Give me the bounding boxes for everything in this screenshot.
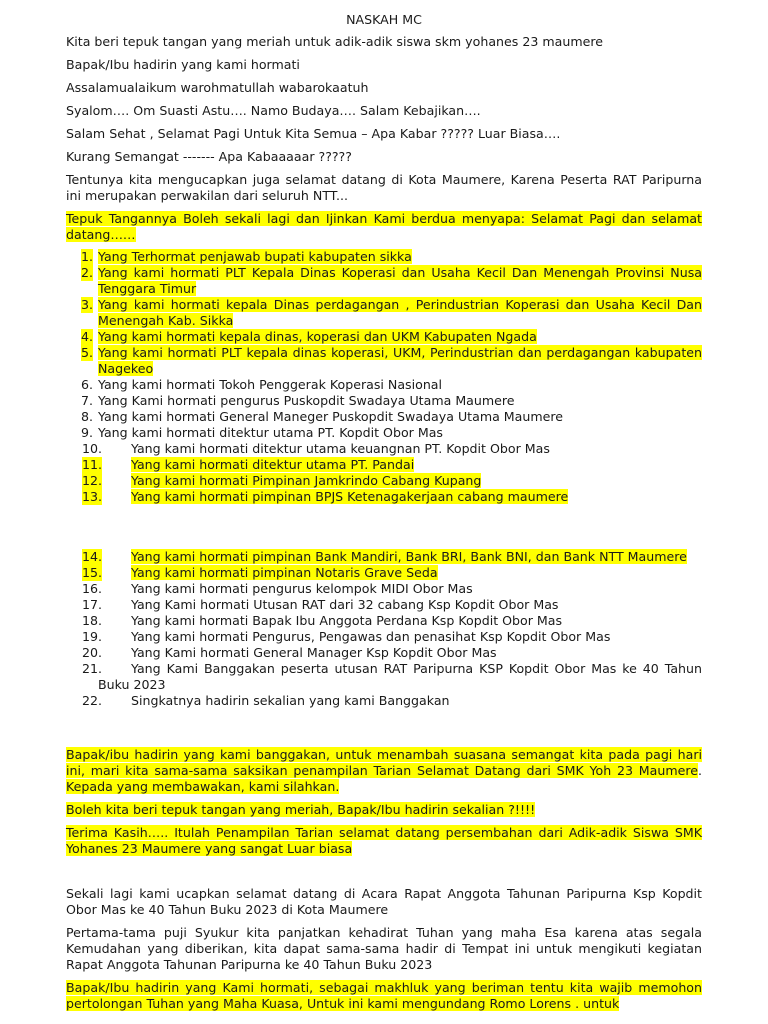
list-number: 15. [82,565,103,580]
list-number: 12. [82,473,103,488]
list-item [66,597,702,613]
list-number: 11. [82,457,103,472]
list-text: Yang kami hormati PLT kepala dinas koperasi, UKM, Perindustrian dan perdagangan kabupaten Nagekeo [98,345,702,376]
list-item [66,645,702,661]
terima-kasih-paragraph [66,825,702,857]
list-text: Yang kami hormati PLT Kepala Dinas Koperasi dan Usaha Kecil Dan Menengah Provinsi Nusa Tenggara Timur [98,265,702,296]
list-item [66,549,702,565]
list-number: 1. [81,249,94,264]
intro-line: Salam Sehat , Selamat Pagi Untuk Kita Semua – Apa Kabar ????? Luar Biasa…. [66,126,561,141]
list-text: Yang Kami hormati General Manager Ksp Kopdit Obor Mas [131,645,497,660]
list-item [66,377,702,393]
gratitude-paragraph: Pertama-tama puji Syukur kita panjatkan kehadirat Tuhan yang maha Esa karena atas segala Kemudahan yang diberikan, kita dapat sama-sama hadir di Tempat ini untuk mengikuti kegiatan Rapat Anggota Tahunan Paripurna ke 40 Tahun Buku 2023 [66,925,702,972]
intro-line: Kurang Semangat ------- Apa Kabaaaaar ????? [66,149,352,164]
list-text: Yang kami hormati pimpinan Bank Mandiri, Bank BRI, Bank BNI, dan Bank NTT Maumere [131,549,687,564]
greeting-paragraph [66,211,702,243]
list-number: 14. [82,549,103,564]
list-text: Yang kami hormati Pengurus, Pengawas dan penasihat Ksp Kopdit Obor Mas [131,629,611,644]
list-number: 2. [81,265,94,280]
welcome-paragraph: Sekali lagi kami ucapkan selamat datang di Acara Rapat Anggota Tahunan Paripurna Ksp Kopdit Obor Mas ke 40 Tahun Buku 2023 di Kota Maumere [66,886,702,917]
list-number: 5. [81,345,94,360]
list-item [66,409,702,425]
spacer [66,709,702,747]
list-number: 4. [81,329,94,344]
list-item [66,613,702,629]
honored-guests-list-continued [66,549,702,709]
list-number: 16. [82,581,103,596]
tarian-paragraph [66,747,702,795]
highlighted-text: yang sangat Luar biasa [200,841,353,856]
spacer [66,864,702,886]
intro-line: Syalom…. Om Suasti Astu…. Namo Budaya…. Salam Kebajikan…. [66,103,481,118]
list-item [66,441,702,457]
list-item [66,425,702,441]
list-number: 9. [81,425,94,440]
list-text: Yang kami hormati Tokoh Penggerak Koperasi Nasional [98,377,443,392]
list-text: Yang Kami hormati pengurus Puskopdit Swadaya Utama Maumere [98,393,515,408]
list-text: Yang kami hormati pimpinan BPJS Ketenagakerjaan cabang maumere [131,489,569,504]
list-item [66,329,702,345]
list-text: Yang kami hormati General Maneger Puskopdit Swadaya Utama Maumere [98,409,564,424]
list-text: Yang kami hormati ditektur utama PT. Kopdit Obor Mas [98,425,443,440]
list-item [66,393,702,409]
list-text: Yang Kami Banggakan peserta utusan RAT Paripurna KSP Kopdit Obor Mas ke 40 Tahun Buku 2023 [98,661,702,692]
highlighted-text: Bapak/ibu hadirin yang kami banggakan, untuk menambah suasana semangat kita pada pagi hari ini, mari kita sama-sama saksikan penampilan Tarian Selamat Datang dari SMK Yoh 23 Maumere [66,747,702,778]
highlighted-text: Kepada yang membawakan, kami silahkan. [66,779,340,794]
tepuk-paragraph [66,802,702,818]
intro-line: Bapak/Ibu hadirin yang kami hormati [66,57,300,72]
document-title: NASKAH MC [346,12,422,27]
list-text: Yang kami hormati pimpinan Notaris Grave Seda [131,565,438,580]
highlighted-text: Boleh kita beri tepuk tangan yang meriah, Bapak/Ibu hadirin sekalian ?!!!! [66,802,536,817]
list-number: 10. [82,441,103,456]
list-number: 7. [81,393,94,408]
list-item [66,457,702,473]
list-item [66,265,702,297]
list-item [66,473,702,489]
honored-guests-list [66,249,702,505]
list-text: Yang kami hormati kepala dinas, koperasi dan UKM Kabupaten Ngada [98,329,537,344]
list-item [66,297,702,329]
list-item [66,661,702,693]
list-number: 21. [82,661,103,676]
list-text: Yang kami hormati Pimpinan Jamkrindo Cabang Kupang [131,473,482,488]
highlighted-text: Tepuk Tangannya Boleh sekali lagi dan Ijinkan Kami berdua menyapa: Selamat Pagi dan selamat datang…… [66,211,702,242]
list-item [66,693,702,709]
list-number: 13. [82,489,103,504]
list-number: 17. [82,597,103,612]
spacer [66,505,702,549]
list-number: 19. [82,629,103,644]
list-number: 3. [81,297,94,312]
highlighted-text: Terima Kasih….. Itulah Penampilan Tarian selamat datang persembahan dari Adik-adik Siswa SMK Yohanes 23 Maumere [66,825,702,856]
list-text: Yang kami hormati kepala Dinas perdagangan , Perindustrian Koperasi dan Usaha Kecil Dan Menengah Kab. Sikka [98,297,702,328]
list-item [66,345,702,377]
list-text: Yang Kami hormati Utusan RAT dari 32 cabang Ksp Kopdit Obor Mas [131,597,559,612]
list-text: Yang kami hormati Bapak Ibu Anggota Perdana Ksp Kopdit Obor Mas [131,613,563,628]
list-number: 8. [81,409,94,424]
intro-line: Assalamualaikum warohmatullah wabarokaatuh [66,80,369,95]
list-text: Yang kami hormati ditektur utama keuangnan PT. Kopdit Obor Mas [131,441,550,456]
list-text: Yang kami hormati pengurus kelompok MIDI Obor Mas [131,581,473,596]
list-item [66,489,702,505]
list-text: Yang Terhormat penjawab bupati kabupaten sikka [98,249,412,264]
highlighted-text: Bapak/Ibu hadirin yang Kami hormati, sebagai makhluk yang beriman tentu kita wajib memohon pertolongan Tuhan yang Maha Kuasa, Untuk ini kami mengundang Romo Lorens . untuk [66,980,702,1011]
plain-text: . [697,763,702,778]
list-number: 20. [82,645,103,660]
intro-paragraph: Tentunya kita mengucapkan juga selamat datang di Kota Maumere, Karena Peserta RAT Paripurna ini merupakan perwakilan dari seluruh NTT... [66,172,702,203]
list-item [66,565,702,581]
list-item [66,629,702,645]
list-number: 22. [82,693,103,708]
list-item [66,249,702,265]
list-number: 18. [82,613,103,628]
prayer-paragraph [66,980,702,1012]
list-number: 6. [81,377,94,392]
list-text: Singkatnya hadirin sekalian yang kami Banggakan [131,693,450,708]
intro-line: Kita beri tepuk tangan yang meriah untuk adik-adik siswa skm yohanes 23 maumere [66,34,603,49]
list-item [66,581,702,597]
list-text: Yang kami hormati ditektur utama PT. Pandai [131,457,415,472]
